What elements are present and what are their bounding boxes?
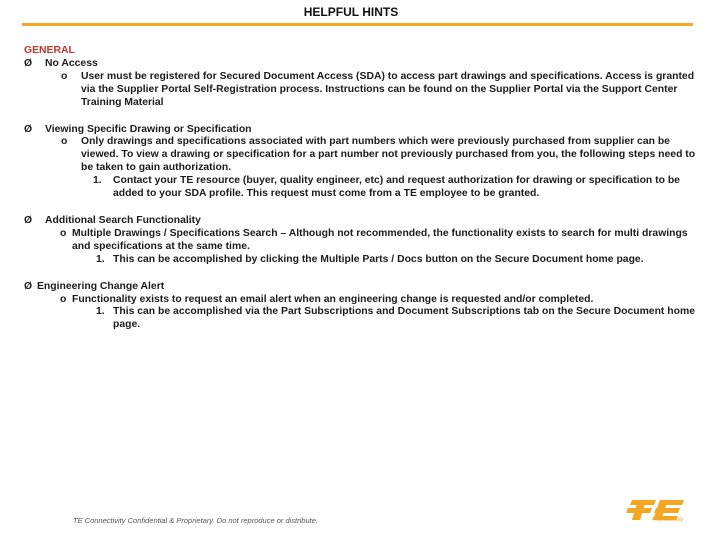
arrow-bullet-icon: Ø — [24, 214, 33, 226]
step-item — [24, 306, 696, 332]
arrow-bullet-icon: Ø — [24, 123, 33, 135]
circle-bullet-icon: o — [60, 227, 67, 239]
bullet-label: Additional Search Functionality — [45, 214, 201, 226]
bullet-label: No Access — [45, 57, 98, 69]
sub-item — [24, 294, 696, 307]
hints-body — [24, 45, 696, 332]
circle-bullet-icon: o — [60, 293, 67, 305]
sub-item — [24, 228, 696, 254]
step-number: 1. — [96, 306, 105, 318]
footer-confidential: TE Connectivity Confidential & Proprietary. Do not reproduce or distribute. — [73, 516, 318, 525]
bullet-viewing-drawing — [24, 124, 696, 137]
sub-item-text: User must be registered for Secured Document Access (SDA) to access part drawings and specifications. Access is granted via the Supplier Portal Self-Registration process. Instructions can be found on the Supplier Portal via the Support Center Training Material — [81, 70, 695, 108]
sub-item — [24, 71, 696, 110]
circle-bullet-icon: o — [61, 136, 68, 148]
step-number: 1. — [93, 175, 102, 187]
logo-tagline: connectivity — [657, 517, 684, 523]
bullet-additional-search — [24, 215, 696, 228]
step-item — [24, 254, 696, 267]
step-text: Contact your TE resource (buyer, quality engineer, etc) and request authorization for drawing or specification to be added to your SDA profile. This request must come from a TE employee to be granted. — [113, 175, 680, 200]
section-heading-general: GENERAL — [24, 45, 75, 56]
sub-item — [24, 136, 696, 175]
arrow-bullet-icon: Ø — [24, 280, 33, 292]
bullet-engineering-change — [24, 281, 696, 294]
sub-item-text: Multiple Drawings / Specifications Search – Although not recommended, the functionality exists to search for multi drawings and specifications at the same time. — [72, 227, 688, 252]
sub-item-text: Only drawings and specifications associated with part numbers which were previously purchased from supplier can be viewed. To view a drawing or specification for a part number not previously purchased from you, the following steps need to be taken to gain authorization. — [81, 136, 696, 174]
bullet-label: Engineering Change Alert — [37, 280, 165, 292]
circle-bullet-icon: o — [61, 70, 68, 82]
step-number: 1. — [96, 253, 105, 265]
arrow-bullet-icon: Ø — [24, 57, 33, 69]
page-title: HELPFUL HINTS — [303, 5, 399, 19]
bullet-label: Viewing Specific Drawing or Specification — [45, 123, 252, 135]
step-item — [24, 175, 696, 201]
step-text: This can be accomplished by clicking the Multiple Parts / Docs button on the Secure Document home page. — [113, 253, 644, 265]
sub-item-text: Functionality exists to request an email alert when an engineering change is requested and/or completed. — [72, 293, 594, 305]
bullet-no-access — [24, 58, 696, 71]
title-underline — [22, 23, 693, 26]
step-text: This can be accomplished via the Part Subscriptions and Document Subscriptions tab on the Secure Document home page. — [113, 306, 695, 331]
